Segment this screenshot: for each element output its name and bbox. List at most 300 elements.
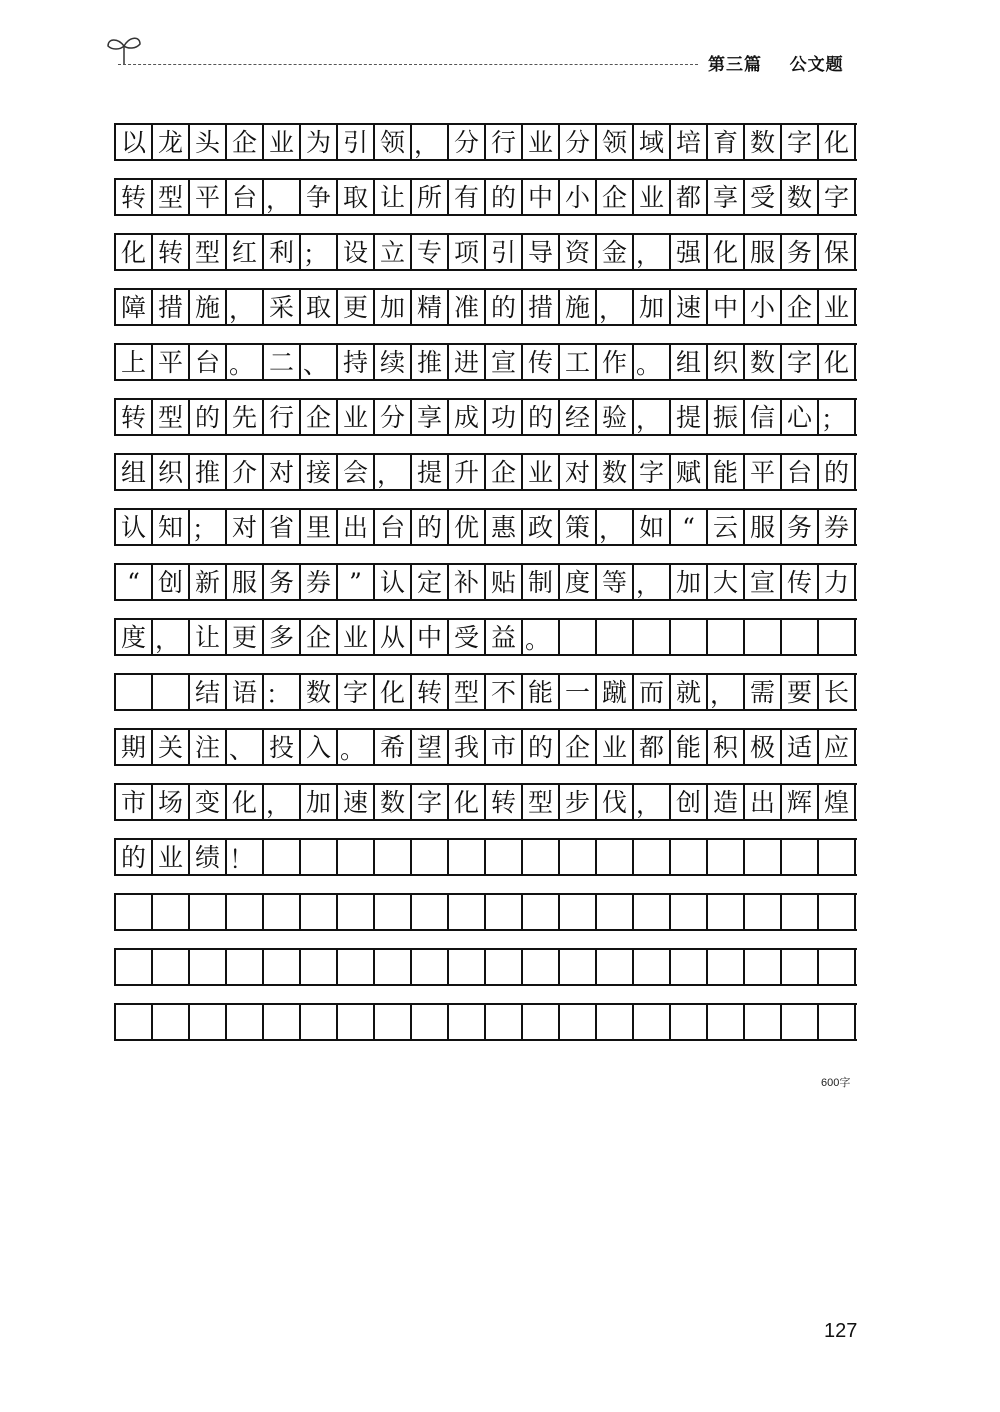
grid-cell: 辉 [782,785,819,819]
grid-cell: 红 [227,235,264,269]
grid-cell: 平 [745,455,782,489]
grid-cell [782,840,819,874]
grid-cell: 有 [449,180,486,214]
grid-cell: 企 [301,400,338,434]
grid-row [114,1003,857,1041]
grid-cell: 的 [819,455,856,489]
grid-cell: 施 [190,290,227,324]
grid-cell: 蹴 [597,675,634,709]
grid-cell: 绩 [190,840,227,874]
grid-cell: 企 [597,180,634,214]
grid-cell [227,1005,264,1039]
grid-cell: 赋 [671,455,708,489]
grid-cell: 引 [338,125,375,159]
grid-cell: 头 [190,125,227,159]
grid-cell: 应 [819,730,856,764]
grid-cell: 的 [486,290,523,324]
grid-cell: 服 [745,510,782,544]
grid-cell: 专 [412,235,449,269]
grid-cell: 让 [375,180,412,214]
grid-cell [153,1005,190,1039]
grid-cell: ， [264,785,301,819]
grid-cell [819,840,856,874]
grid-cell: 券 [819,510,856,544]
grid-cell: 化 [375,675,412,709]
grid-cell: 从 [375,620,412,654]
grid-cell: 业 [634,180,671,214]
grid-cell: 的 [486,180,523,214]
grid-cell [264,1005,301,1039]
grid-cell: 积 [708,730,745,764]
grid-cell: 分 [449,125,486,159]
word-count-marker: 600字 [821,1077,851,1089]
grid-cell: 争 [301,180,338,214]
grid-cell: 注 [190,730,227,764]
grid-cell: ， [634,235,671,269]
grid-cell: “ [671,510,708,544]
grid-cell [708,1005,745,1039]
grid-cell: 投 [264,730,301,764]
grid-row [114,728,857,766]
grid-cell [486,840,523,874]
grid-cell: 项 [449,235,486,269]
grid-cell: 型 [449,675,486,709]
grid-cell: 金 [597,235,634,269]
grid-cell: 、 [301,345,338,379]
grid-cell [634,950,671,984]
grid-cell: 措 [523,290,560,324]
grid-cell: 化 [819,125,856,159]
grid-cell [338,840,375,874]
grid-cell: 里 [301,510,338,544]
grid-cell [708,620,745,654]
grid-cell: 字 [634,455,671,489]
grid-cell: 都 [634,730,671,764]
grid-cell: 施 [560,290,597,324]
grid-cell: 二 [264,345,301,379]
grid-cell [523,1005,560,1039]
grid-cell [671,1005,708,1039]
grid-cell: 都 [671,180,708,214]
grid-cell: 新 [190,565,227,599]
grid-row [114,178,857,216]
grid-cell [264,895,301,929]
grid-cell: ； [819,400,856,434]
grid-cell: 平 [190,180,227,214]
grid-cell [782,895,819,929]
grid-cell: 利 [264,235,301,269]
grid-cell: 场 [153,785,190,819]
grid-cell: 升 [449,455,486,489]
grid-cell: 型 [190,235,227,269]
grid-cell: 企 [560,730,597,764]
grid-cell [412,895,449,929]
grid-cell: ， [597,290,634,324]
grid-cell: 定 [412,565,449,599]
grid-cell: 大 [708,565,745,599]
grid-cell: 务 [782,235,819,269]
grid-cell [745,950,782,984]
grid-cell: 所 [412,180,449,214]
grid-cell: 持 [338,345,375,379]
grid-cell: 就 [671,675,708,709]
grid-cell: 织 [153,455,190,489]
grid-cell: 字 [782,345,819,379]
grid-cell [634,895,671,929]
grid-cell: 宣 [486,345,523,379]
grid-cell: ” [338,565,375,599]
grid-cell: ： [264,675,301,709]
grid-cell: 速 [671,290,708,324]
grid-cell: 数 [301,675,338,709]
grid-cell: 企 [782,290,819,324]
grid-cell: 育 [708,125,745,159]
grid-cell: 能 [523,675,560,709]
grid-cell: 先 [227,400,264,434]
grid-cell: 采 [264,290,301,324]
grid-cell: 引 [486,235,523,269]
grid-cell: 续 [375,345,412,379]
grid-cell: 对 [264,455,301,489]
grid-cell: 工 [560,345,597,379]
grid-cell [819,895,856,929]
grid-cell: 提 [671,400,708,434]
grid-cell: 以 [116,125,153,159]
grid-cell: 台 [375,510,412,544]
grid-cell: 贴 [486,565,523,599]
grid-row [114,838,857,876]
section-label: 第三篇 公文题 [708,55,844,75]
grid-cell: 。 [523,620,560,654]
grid-cell: 企 [301,620,338,654]
grid-cell: 台 [782,455,819,489]
grid-cell: 加 [301,785,338,819]
grid-cell [671,620,708,654]
grid-cell: 对 [560,455,597,489]
grid-cell: 如 [634,510,671,544]
grid-row [114,233,857,271]
grid-cell [338,1005,375,1039]
grid-cell: 作 [597,345,634,379]
grid-cell: 多 [264,620,301,654]
grid-cell: 型 [153,400,190,434]
page-number: 127 [824,1320,858,1342]
grid-cell: ！ [227,840,264,874]
grid-cell: 成 [449,400,486,434]
grid-cell: 强 [671,235,708,269]
grid-cell [782,1005,819,1039]
grid-cell: 省 [264,510,301,544]
grid-cell: 分 [560,125,597,159]
grid-cell: 市 [486,730,523,764]
grid-cell [671,895,708,929]
grid-row [114,893,857,931]
grid-cell: 长 [819,675,856,709]
grid-cell: 加 [671,565,708,599]
grid-cell: 行 [264,400,301,434]
grid-row [114,563,857,601]
grid-cell: 转 [116,180,153,214]
grid-cell: 补 [449,565,486,599]
grid-cell: ， [375,455,412,489]
grid-cell: 介 [227,455,264,489]
grid-row [114,948,857,986]
grid-cell: 进 [449,345,486,379]
grid-cell: 小 [560,180,597,214]
grid-cell: 心 [782,400,819,434]
grid-cell: 服 [745,235,782,269]
grid-cell: 台 [227,180,264,214]
grid-cell: 措 [153,290,190,324]
grid-cell: ； [301,235,338,269]
grid-cell: 转 [153,235,190,269]
grid-cell: 、 [227,730,264,764]
grid-cell [301,895,338,929]
grid-cell: 会 [338,455,375,489]
grid-cell: 中 [523,180,560,214]
grid-cell: 更 [227,620,264,654]
grid-cell: 适 [782,730,819,764]
grid-cell [190,895,227,929]
grid-cell: 务 [264,565,301,599]
grid-cell: 伐 [597,785,634,819]
grid-cell: 取 [301,290,338,324]
grid-cell: 功 [486,400,523,434]
grid-cell: 的 [523,400,560,434]
grid-cell: 极 [745,730,782,764]
grid-cell: 需 [745,675,782,709]
grid-cell: 字 [412,785,449,819]
grid-cell: 煌 [819,785,856,819]
grid-cell: 认 [116,510,153,544]
grid-cell [116,675,153,709]
grid-cell: 关 [153,730,190,764]
grid-cell: 台 [190,345,227,379]
grid-cell: 障 [116,290,153,324]
grid-cell [745,840,782,874]
grid-cell [708,950,745,984]
grid-cell: 的 [412,510,449,544]
grid-cell [264,840,301,874]
grid-cell: 业 [153,840,190,874]
grid-cell: 转 [116,400,153,434]
grid-cell: ， [597,510,634,544]
grid-cell: 要 [782,675,819,709]
grid-cell: 加 [375,290,412,324]
grid-cell: 而 [634,675,671,709]
grid-cell [597,895,634,929]
grid-cell: 业 [523,125,560,159]
grid-cell: 业 [338,620,375,654]
grid-cell: 取 [338,180,375,214]
grid-cell: 验 [597,400,634,434]
grid-cell: 中 [708,290,745,324]
grid-cell [745,1005,782,1039]
grid-cell [227,950,264,984]
composition-grid [114,123,857,1058]
grid-cell: 受 [449,620,486,654]
grid-cell [486,895,523,929]
grid-cell: 小 [745,290,782,324]
grid-cell [375,840,412,874]
grid-cell: 业 [338,400,375,434]
grid-cell [116,950,153,984]
grid-cell: 的 [116,840,153,874]
grid-cell: 结 [190,675,227,709]
grid-cell [560,950,597,984]
grid-cell: 传 [782,565,819,599]
grid-cell: 认 [375,565,412,599]
grid-cell: 化 [116,235,153,269]
grid-cell [301,840,338,874]
grid-cell: 龙 [153,125,190,159]
grid-cell: 的 [523,730,560,764]
grid-cell [560,620,597,654]
grid-cell [597,950,634,984]
grid-cell: 不 [486,675,523,709]
grid-cell: 期 [116,730,153,764]
grid-cell: 更 [338,290,375,324]
grid-cell: 分 [375,400,412,434]
grid-cell [449,895,486,929]
grid-cell: 让 [190,620,227,654]
grid-cell: ， [227,290,264,324]
grid-cell: 服 [227,565,264,599]
grid-cell: 数 [782,180,819,214]
grid-cell [708,840,745,874]
grid-cell: 培 [671,125,708,159]
grid-cell: 。 [634,345,671,379]
sprout-icon [104,30,144,66]
grid-cell: 数 [375,785,412,819]
grid-cell: 的 [190,400,227,434]
grid-cell [523,895,560,929]
grid-cell: 企 [486,455,523,489]
grid-cell: 对 [227,510,264,544]
grid-cell: ， [153,620,190,654]
grid-cell [486,1005,523,1039]
grid-cell: 行 [486,125,523,159]
grid-cell: 准 [449,290,486,324]
grid-cell [560,1005,597,1039]
grid-cell: 力 [819,565,856,599]
grid-cell: 上 [116,345,153,379]
grid-cell: 数 [597,455,634,489]
grid-cell [745,895,782,929]
grid-cell: 信 [745,400,782,434]
grid-cell: 知 [153,510,190,544]
grid-cell: 业 [264,125,301,159]
grid-cell [597,840,634,874]
grid-cell: ， [634,400,671,434]
grid-cell: 业 [819,290,856,324]
grid-cell: 变 [190,785,227,819]
grid-cell: 织 [708,345,745,379]
grid-cell: 语 [227,675,264,709]
grid-cell [301,950,338,984]
grid-cell [449,1005,486,1039]
grid-cell: 政 [523,510,560,544]
grid-cell: 望 [412,730,449,764]
grid-row [114,123,857,161]
grid-cell [560,840,597,874]
grid-cell [301,1005,338,1039]
grid-cell: 中 [412,620,449,654]
grid-row [114,343,857,381]
grid-cell: 设 [338,235,375,269]
grid-cell: 字 [338,675,375,709]
grid-cell [819,620,856,654]
grid-cell [597,620,634,654]
grid-row [114,288,857,326]
grid-cell: 希 [375,730,412,764]
grid-cell [449,840,486,874]
grid-cell: 加 [634,290,671,324]
grid-cell [375,1005,412,1039]
grid-cell: 领 [375,125,412,159]
grid-cell [708,895,745,929]
grid-cell: 优 [449,510,486,544]
grid-cell: 出 [745,785,782,819]
grid-cell: 我 [449,730,486,764]
grid-cell: 域 [634,125,671,159]
grid-cell [375,895,412,929]
grid-cell: 型 [153,180,190,214]
grid-cell [412,840,449,874]
grid-cell [449,950,486,984]
grid-cell [116,895,153,929]
grid-cell: 度 [560,565,597,599]
grid-cell [782,620,819,654]
grid-cell: 步 [560,785,597,819]
grid-cell: 组 [671,345,708,379]
grid-cell [819,1005,856,1039]
grid-cell: 转 [486,785,523,819]
grid-cell [375,950,412,984]
grid-cell: 数 [745,125,782,159]
grid-cell: 资 [560,235,597,269]
grid-cell [412,1005,449,1039]
grid-cell [560,895,597,929]
grid-cell: 精 [412,290,449,324]
grid-row [114,618,857,656]
grid-cell: 平 [153,345,190,379]
grid-cell [338,950,375,984]
grid-cell [523,840,560,874]
grid-cell: 化 [708,235,745,269]
grid-cell: 振 [708,400,745,434]
grid-cell: 推 [412,345,449,379]
grid-cell: 字 [819,180,856,214]
grid-cell: 经 [560,400,597,434]
grid-row [114,398,857,436]
grid-cell: 。 [338,730,375,764]
grid-cell: 策 [560,510,597,544]
grid-cell: 接 [301,455,338,489]
grid-cell: 受 [745,180,782,214]
grid-cell: 度 [116,620,153,654]
grid-cell: ， [412,125,449,159]
grid-cell: 业 [523,455,560,489]
grid-cell [782,950,819,984]
grid-cell [486,950,523,984]
grid-cell [634,1005,671,1039]
grid-cell: 益 [486,620,523,654]
grid-cell: ； [190,510,227,544]
grid-cell: 化 [819,345,856,379]
grid-cell [264,950,301,984]
grid-cell: 推 [190,455,227,489]
